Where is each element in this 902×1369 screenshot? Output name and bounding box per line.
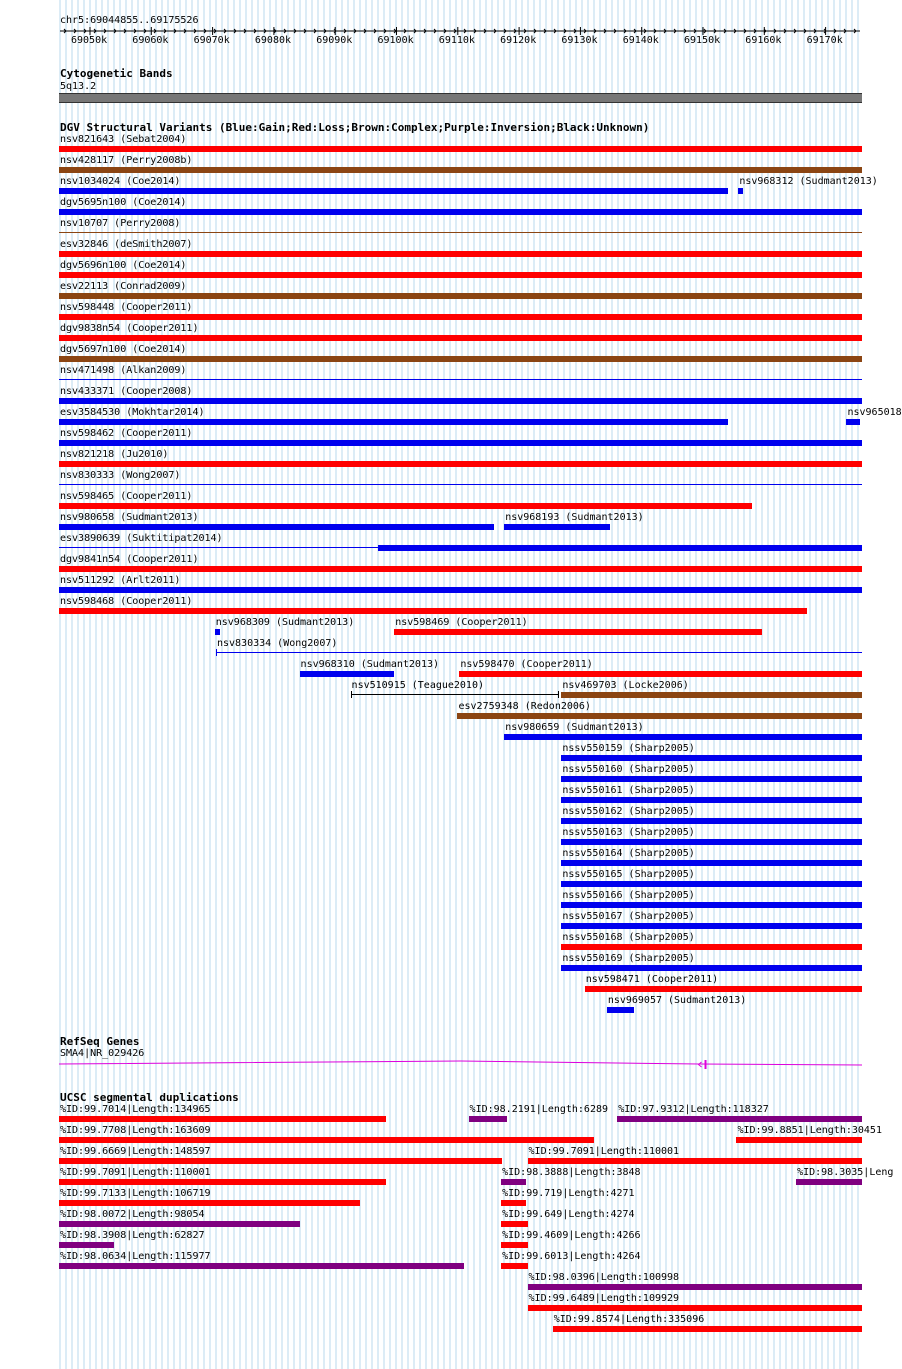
dgv-feature-label: nsv598465 (Cooper2011) — [60, 491, 193, 502]
dgv-feature-bar[interactable] — [59, 272, 862, 278]
segdup-feature-bar[interactable] — [501, 1221, 527, 1227]
segdup-feature-label: %ID:99.8574|Length:335096 — [553, 1314, 705, 1325]
dgv-feature-label: esv32846 (deSmith2007) — [60, 239, 193, 250]
segdup-feature-bar[interactable] — [501, 1179, 526, 1185]
segdup-feature-bar[interactable] — [59, 1158, 502, 1164]
dgv-feature-bar[interactable] — [216, 652, 862, 653]
dgv-feature-bar[interactable] — [59, 524, 494, 530]
dgv-feature-label: nsv980659 (Sudmant2013) — [505, 722, 644, 733]
segdup-feature-bar[interactable] — [59, 1179, 386, 1185]
ruler-tick-label: 69170k — [806, 35, 843, 46]
segdup-feature-bar[interactable] — [59, 1137, 594, 1143]
segdup-feature-label: %ID:99.719|Length:4271 — [502, 1188, 635, 1199]
segdup-feature-label: %ID:99.7133|Length:106719 — [60, 1188, 211, 1199]
dgv-feature-label: nsv968310 (Sudmant2013) — [300, 659, 440, 670]
dgv-feature-bar[interactable] — [561, 944, 862, 950]
dgv-feature-label: nsv511292 (Arlt2011) — [60, 575, 181, 586]
segdup-feature-label: %ID:99.7014|Length:134965 — [60, 1104, 211, 1115]
dgv-feature-bar[interactable] — [59, 398, 862, 404]
dgv-feature-label: esv22113 (Conrad2009) — [60, 281, 187, 292]
dgv-feature-label: nssv550168 (Sharp2005) — [562, 932, 695, 943]
dgv-feature-bar[interactable] — [846, 419, 860, 425]
dgv-feature-label: nsv598470 (Cooper2011) — [460, 659, 593, 670]
dgv-feature-label: nsv968193 (Sudmant2013) — [505, 512, 644, 523]
dgv-feature-label: nsv969057 (Sudmant2013) — [607, 995, 747, 1006]
dgv-feature-label: nsv1034024 (Coe2014) — [60, 176, 181, 187]
dgv-feature-bar[interactable] — [59, 484, 862, 485]
ruler-tick-label: 69100k — [377, 35, 414, 46]
ruler-tick-label: 69070k — [193, 35, 230, 46]
dgv-feature-label: nssv550160 (Sharp2005) — [562, 764, 695, 775]
dgv-feature-endcap — [216, 649, 217, 656]
segdup-feature-label: %ID:99.7091|Length:110001 — [60, 1167, 211, 1178]
refseq-gene-model[interactable] — [0, 1056, 890, 1076]
dgv-feature-bar[interactable] — [59, 251, 862, 257]
dgv-feature-bar[interactable] — [561, 860, 862, 866]
position-label: chr5:69044855..69175526 — [60, 15, 199, 26]
dgv-feature-bar[interactable] — [59, 232, 862, 233]
dgv-feature-label: esv2759348 (Redon2006) — [458, 701, 591, 712]
dgv-feature-label: nssv550164 (Sharp2005) — [562, 848, 695, 859]
dgv-feature-label: nsv980658 (Sudmant2013) — [60, 512, 199, 523]
segdup-feature-label: %ID:98.0072|Length:98054 — [60, 1209, 205, 1220]
segdup-feature-bar[interactable] — [59, 1200, 360, 1206]
dgv-feature-label: dgv9841n54 (Cooper2011) — [60, 554, 199, 565]
dgv-feature-bar[interactable] — [59, 608, 807, 614]
segdup-feature-bar[interactable] — [59, 1116, 386, 1122]
dgv-feature-label: nsv598462 (Cooper2011) — [60, 428, 193, 439]
segdup-feature-label: %ID:98.2191|Length:6289 — [469, 1104, 609, 1115]
dgv-feature-bar[interactable] — [59, 188, 728, 194]
dgv-feature-bar[interactable] — [738, 188, 743, 194]
dgv-feature-bar[interactable] — [59, 314, 862, 320]
dgv-feature-bar[interactable] — [59, 146, 862, 152]
dgv-feature-label: nsv433371 (Cooper2008) — [60, 386, 193, 397]
dgv-feature-bar[interactable] — [59, 440, 862, 446]
dgv-feature-label: nsv598468 (Cooper2011) — [60, 596, 193, 607]
dgv-feature-label: dgv5697n100 (Coe2014) — [60, 344, 187, 355]
gene-exon — [705, 1060, 707, 1069]
dgv-feature-bar[interactable] — [59, 379, 862, 380]
segdup-feature-bar[interactable] — [528, 1158, 862, 1164]
segdup-feature-label: %ID:99.6489|Length:109929 — [528, 1293, 680, 1304]
dgv-feature-label: nsv968309 (Sudmant2013) — [215, 617, 355, 628]
segdup-feature-label: %ID:99.4609|Length:4266 — [502, 1230, 641, 1241]
segdup-feature-label: %ID:98.3908|Length:62827 — [60, 1230, 205, 1241]
cytoband-track-title: Cytogenetic Bands — [60, 67, 173, 80]
segdup-feature-bar[interactable] — [59, 1221, 300, 1227]
segdup-feature-bar[interactable] — [59, 1263, 464, 1269]
dgv-feature-bar[interactable] — [561, 881, 862, 887]
dgv-feature-label: nsv598469 (Cooper2011) — [395, 617, 528, 628]
dgv-feature-label: nsv598471 (Cooper2011) — [585, 974, 719, 985]
ruler-tick-label: 69140k — [622, 35, 659, 46]
segdup-feature-bar[interactable] — [501, 1242, 527, 1248]
dgv-feature-label: nsv598448 (Cooper2011) — [60, 302, 193, 313]
dgv-feature-bar[interactable] — [351, 694, 558, 695]
dgv-feature-bar[interactable] — [59, 419, 728, 425]
dgv-feature-bar[interactable] — [59, 356, 862, 362]
ruler-tick-label: 69130k — [561, 35, 598, 46]
segdup-feature-bar[interactable] — [736, 1137, 862, 1143]
gene-intron-line — [59, 1061, 862, 1065]
dgv-feature-bar[interactable] — [561, 755, 862, 761]
ruler-tick-label: 69120k — [500, 35, 537, 46]
dgv-feature-bar[interactable] — [59, 167, 862, 173]
dgv-feature-bar[interactable] — [561, 692, 862, 698]
dgv-feature-bar[interactable] — [59, 293, 862, 299]
dgv-feature-bar[interactable] — [59, 566, 862, 572]
segdup-feature-bar[interactable] — [617, 1116, 862, 1122]
dgv-feature-label: nsv968312 (Sudmant2013) — [739, 176, 878, 187]
dgv-feature-bar[interactable] — [59, 587, 862, 593]
dgv-feature-bar[interactable] — [561, 965, 862, 971]
segdup-feature-label: %ID:99.6013|Length:4264 — [502, 1251, 641, 1262]
dgv-feature-bar[interactable] — [459, 671, 862, 677]
dgv-feature-label: dgv5696n100 (Coe2014) — [60, 260, 187, 271]
segdup-feature-bar[interactable] — [528, 1305, 862, 1311]
dgv-feature-label: nsv471498 (Alkan2009) — [60, 365, 187, 376]
dgv-feature-label: nssv550165 (Sharp2005) — [562, 869, 695, 880]
segdup-feature-label: %ID:98.3888|Length:3848 — [502, 1167, 641, 1178]
dgv-feature-bar[interactable] — [607, 1007, 635, 1013]
dgv-feature-bar[interactable] — [585, 986, 862, 992]
ruler-tick-label: 69060k — [132, 35, 169, 46]
dgv-feature-label: nsv10707 (Perry2008) — [60, 218, 181, 229]
dgv-feature-label: esv3584530 (Mokhtar2014) — [60, 407, 205, 418]
dgv-feature-bar[interactable] — [394, 629, 761, 635]
segdup-feature-label: %ID:97.9312|Length:118327 — [618, 1104, 769, 1115]
dgv-feature-label: nssv550167 (Sharp2005) — [562, 911, 695, 922]
segdup-feature-label: %ID:99.8851|Length:30451 — [737, 1125, 882, 1136]
dgv-feature-bar[interactable] — [457, 713, 862, 719]
dgv-feature-label: esv3890639 (Suktitipat2014) — [60, 533, 223, 544]
segdup-feature-label: %ID:98.0396|Length:100998 — [528, 1272, 680, 1283]
ruler-tick-label: 69080k — [254, 35, 292, 46]
dgv-feature-label: dgv9838n54 (Cooper2011) — [60, 323, 199, 334]
dgv-feature-label: nssv550169 (Sharp2005) — [562, 953, 695, 964]
dgv-track-title: DGV Structural Variants (Blue:Gain;Red:Loss;Brown:Complex;Purple:Inversion;Black:Unknown) — [60, 121, 650, 134]
dgv-feature-bar[interactable] — [378, 545, 862, 551]
segdup-feature-label: %ID:99.7708|Length:163609 — [60, 1125, 211, 1136]
cytoband-bar[interactable] — [59, 93, 862, 103]
dgv-feature-bar[interactable] — [561, 776, 862, 782]
dgv-feature-label: nssv550161 (Sharp2005) — [562, 785, 695, 796]
segdup-feature-label: %ID:98.0634|Length:115977 — [60, 1251, 211, 1262]
dgv-feature-label: nssv550162 (Sharp2005) — [562, 806, 695, 817]
dgv-feature-bar[interactable] — [504, 524, 610, 530]
dgv-feature-label: nssv550159 (Sharp2005) — [562, 743, 695, 754]
segdup-feature-bar[interactable] — [796, 1179, 862, 1185]
dgv-feature-endcap — [558, 691, 559, 698]
dgv-feature-label: nsv830334 (Wong2007) — [216, 638, 338, 649]
ruler-tick-label: 69110k — [438, 35, 475, 46]
ruler-tick-label: 69090k — [316, 35, 353, 46]
segdup-feature-bar[interactable] — [553, 1326, 862, 1332]
dgv-feature-bar[interactable] — [215, 629, 220, 635]
dgv-feature-label: dgv5695n100 (Coe2014) — [60, 197, 187, 208]
dgv-feature-label: nssv550166 (Sharp2005) — [562, 890, 695, 901]
dgv-feature-bar[interactable] — [561, 818, 862, 824]
cytoband-label: 5q13.2 — [60, 81, 97, 92]
dgv-feature-bar[interactable] — [59, 461, 862, 467]
dgv-feature-endcap — [351, 691, 352, 698]
segdup-feature-label: %ID:99.7091|Length:110001 — [528, 1146, 680, 1157]
ruler-tick-label: 69050k — [71, 35, 108, 46]
dgv-feature-label: nsv830333 (Wong2007) — [60, 470, 181, 481]
refseq-track-title: RefSeq Genes — [60, 1035, 140, 1048]
segdup-feature-bar[interactable] — [528, 1284, 862, 1290]
segdup-track-title: UCSC segmental duplications — [60, 1091, 239, 1104]
dgv-feature-bar[interactable] — [300, 671, 395, 677]
segdup-feature-bar[interactable] — [59, 1242, 114, 1248]
dgv-feature-bar[interactable] — [561, 839, 862, 845]
dgv-feature-label: nssv550163 (Sharp2005) — [562, 827, 695, 838]
segdup-feature-label: %ID:98.3035|Leng — [797, 1167, 894, 1178]
ruler-tick-label: 69150k — [684, 35, 721, 46]
dgv-feature-label: nsv965018 — [847, 407, 902, 418]
dgv-feature-bar[interactable] — [561, 797, 862, 803]
dgv-feature-bar[interactable] — [561, 902, 862, 908]
dgv-feature-bar[interactable] — [561, 923, 862, 929]
segdup-feature-bar[interactable] — [501, 1200, 526, 1206]
dgv-feature-label: nsv821218 (Ju2010) — [60, 449, 169, 460]
dgv-feature-label: nsv428117 (Perry2008b) — [60, 155, 193, 166]
dgv-feature-bar[interactable] — [59, 335, 862, 341]
segdup-feature-label: %ID:99.649|Length:4274 — [502, 1209, 635, 1220]
dgv-feature-bar[interactable] — [504, 734, 862, 740]
refseq-gene-label: SMA4|NR_029426 — [60, 1048, 145, 1059]
dgv-feature-label: nsv510915 (Teague2010) — [351, 680, 484, 691]
ruler-tick-label: 69160k — [745, 35, 782, 46]
dgv-feature-bar[interactable] — [59, 209, 862, 215]
dgv-feature-label: nsv821643 (Sebat2004) — [60, 134, 187, 145]
segdup-feature-bar[interactable] — [469, 1116, 508, 1122]
dgv-feature-bar[interactable] — [59, 503, 752, 509]
segdup-feature-bar[interactable] — [501, 1263, 527, 1269]
dgv-feature-label: nsv469703 (Locke2006) — [562, 680, 689, 691]
segdup-feature-label: %ID:99.6669|Length:148597 — [60, 1146, 211, 1157]
